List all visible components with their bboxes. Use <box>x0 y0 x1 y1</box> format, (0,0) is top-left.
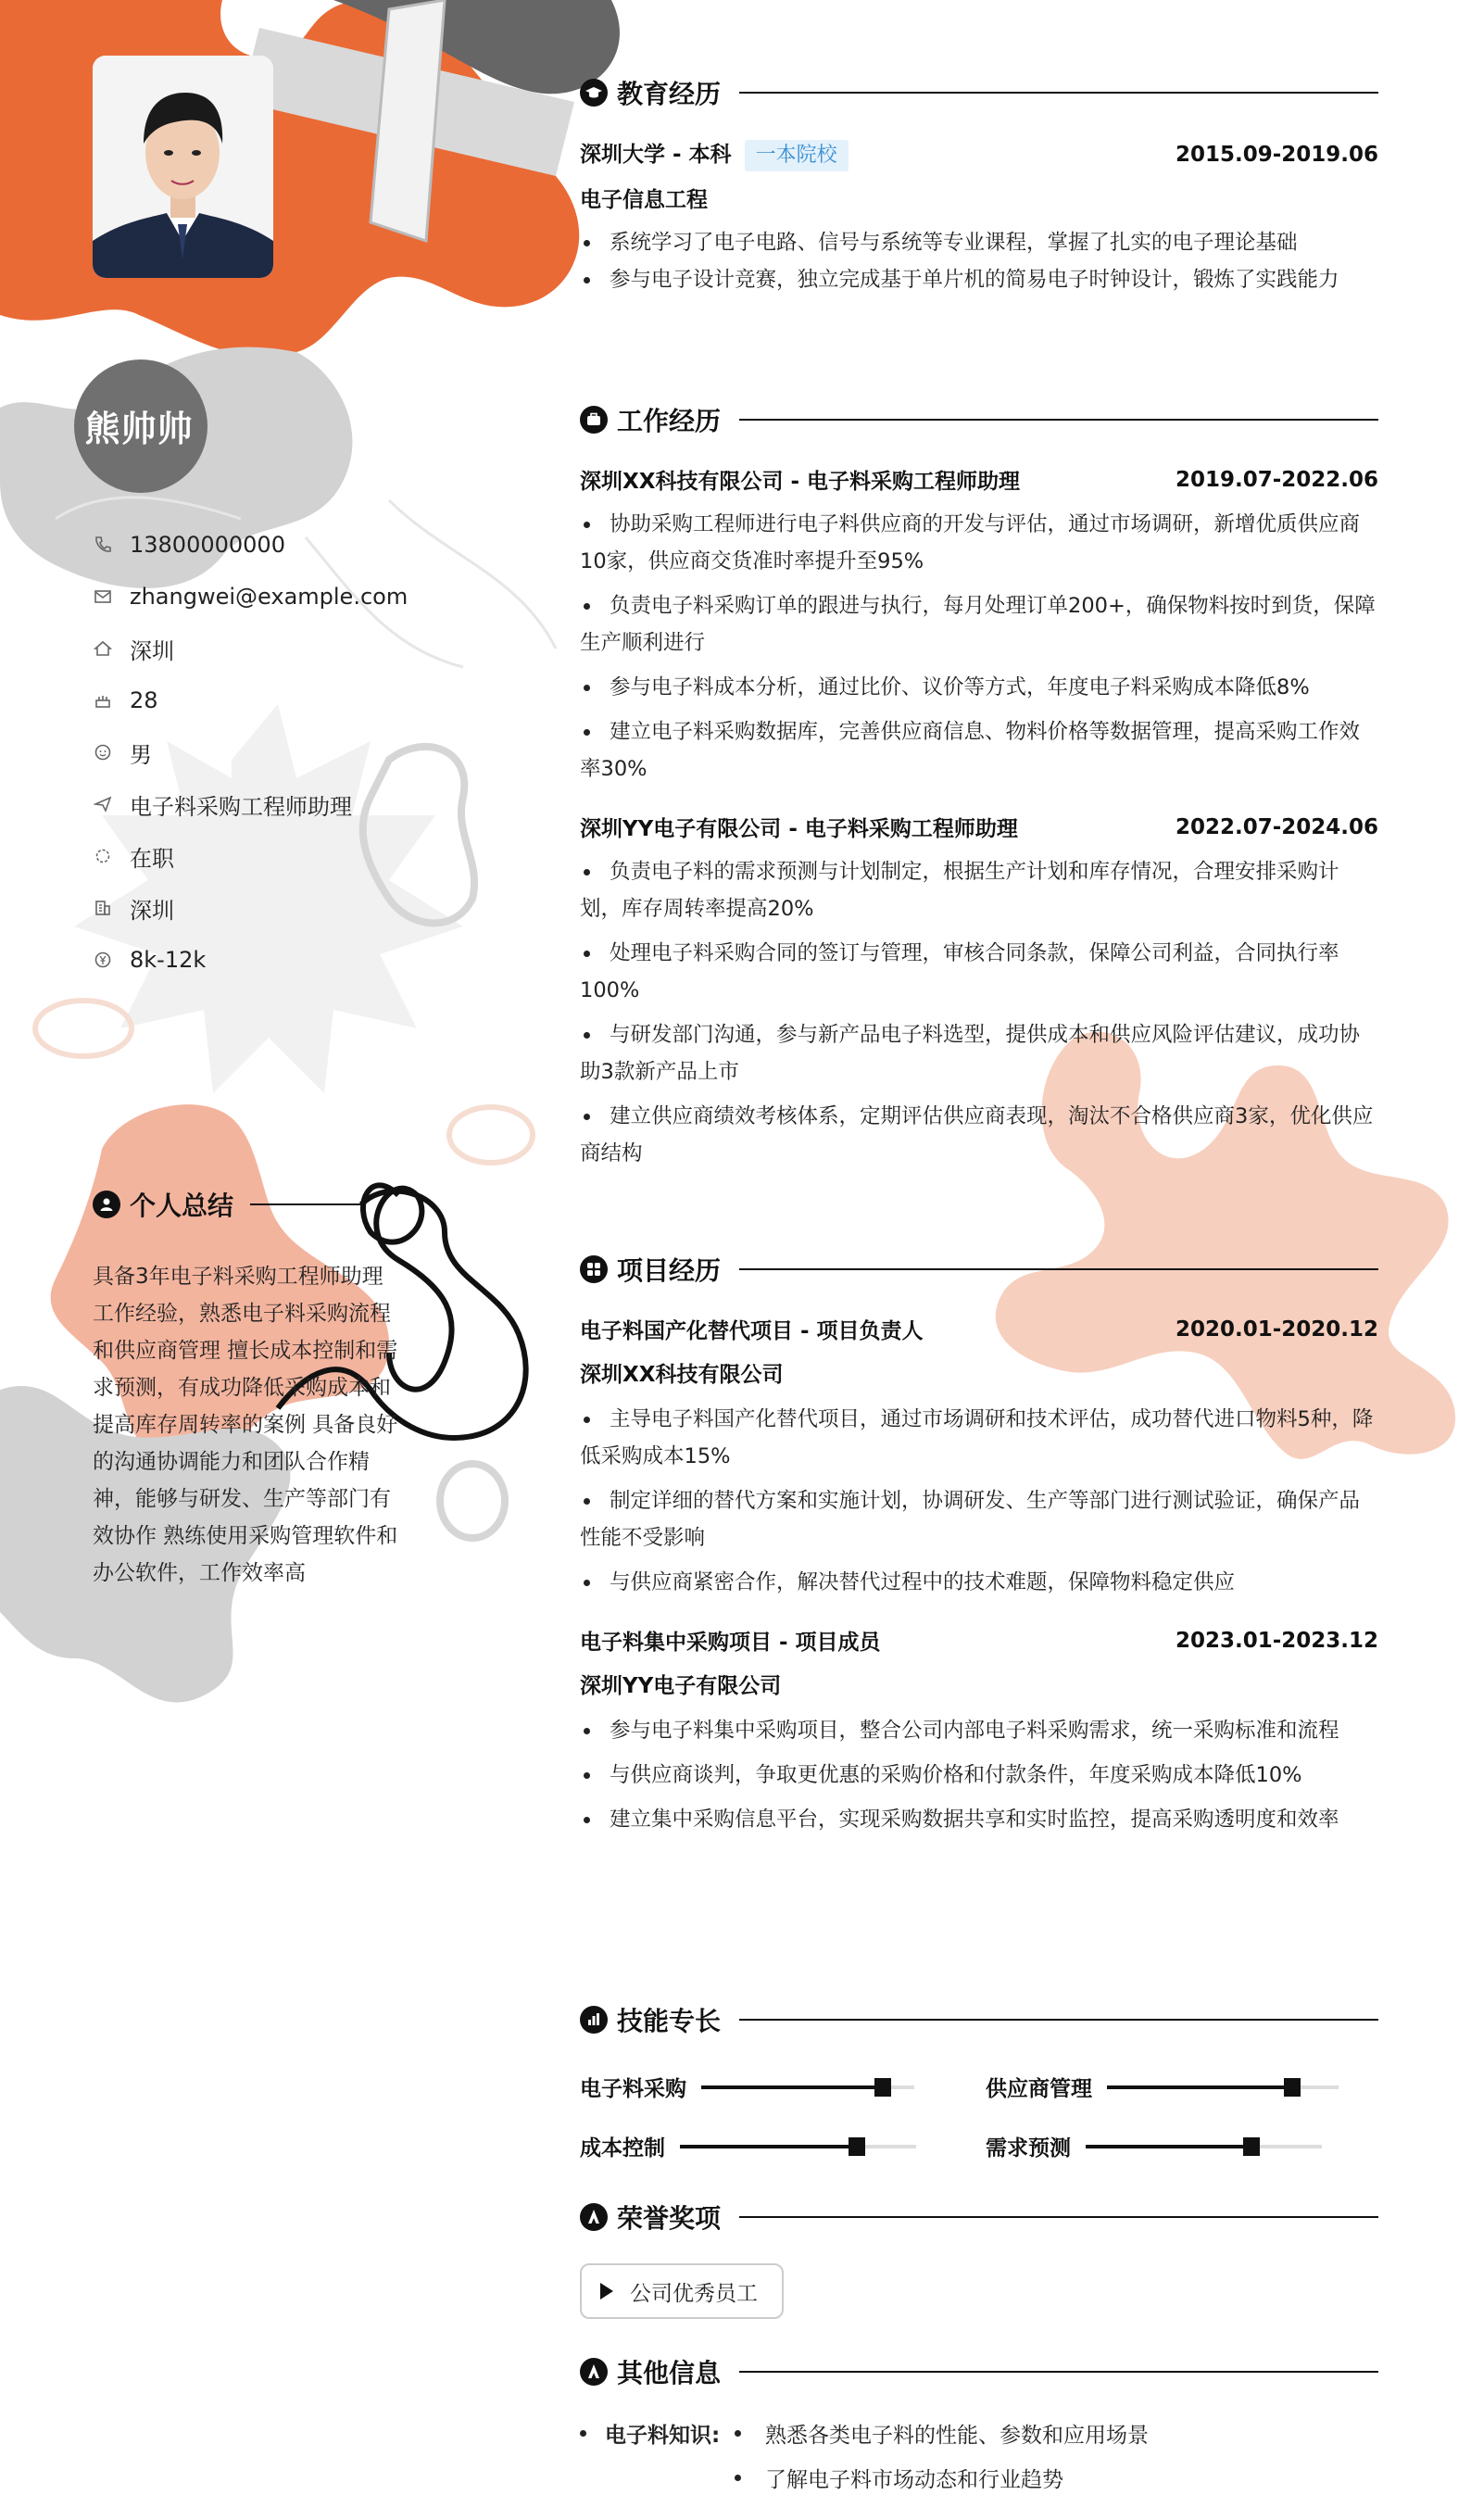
project-heading: 电子料集中采购项目 - 项目成员 <box>580 1631 881 1655</box>
contact-status <box>93 830 408 882</box>
list-item: 参与电子料成本分析，通过比价、议价等方式，年度电子料采购成本降低8% <box>580 669 1378 706</box>
project-bullets <box>580 1401 1378 1601</box>
section-divider <box>739 2019 1378 2021</box>
award-label: 公司优秀员工 <box>630 2281 758 2306</box>
skill-fill <box>701 2085 883 2089</box>
bar-chart-icon <box>580 2006 608 2034</box>
job-date: 2019.07-2022.06 <box>1175 467 1378 492</box>
list-item: 制定详细的替代方案和实施计划，协调研发、生产等部门进行测试验证，确保产品性能不受影响 <box>580 1482 1378 1556</box>
list-item: 负责电子料的需求预测与计划制定，根据生产计划和库存情况，合理安排采购计划，库存周转率提高20% <box>580 853 1378 927</box>
other-list <box>580 2411 1149 2500</box>
education-bullets <box>580 224 1378 298</box>
summary-heading <box>93 1186 361 1223</box>
section-divider <box>739 1268 1378 1270</box>
grid-icon <box>580 1255 608 1283</box>
school-block <box>580 137 849 171</box>
briefcase-icon <box>580 406 608 434</box>
phone-icon <box>93 535 113 555</box>
list-item: 建立供应商绩效考核体系，定期评估供应商表现，淘汰不合格供应商3家，优化供应商结构 <box>580 1098 1378 1172</box>
contact-list <box>93 519 408 986</box>
section-title: 教育经历 <box>617 79 722 109</box>
education-date: 2015.09-2019.06 <box>1175 142 1378 167</box>
job-bullets <box>580 853 1378 1172</box>
salary-value: 8k-12k <box>130 947 207 973</box>
cake-icon <box>93 690 113 711</box>
bullet-dot <box>580 2430 586 2437</box>
bullet-dot <box>735 2475 741 2481</box>
contact-phone <box>93 519 408 571</box>
job-row <box>580 812 1378 842</box>
building-icon <box>93 898 113 918</box>
status-value: 在职 <box>130 845 174 872</box>
job-bullets <box>580 506 1378 788</box>
work-section <box>580 401 1378 1172</box>
summary-title: 个人总结 <box>130 1191 234 1221</box>
skill-name: 供应商管理 <box>986 2077 1092 2101</box>
award-chip <box>580 2263 784 2319</box>
major: 电子信息工程 <box>580 188 708 212</box>
section-header <box>580 1251 1378 1288</box>
skill-knob <box>849 2137 865 2156</box>
section-divider <box>739 2371 1378 2373</box>
other-label: 电子料知识: <box>605 2423 721 2448</box>
skill-fill <box>1086 2145 1251 2148</box>
project-date: 2023.01-2023.12 <box>1175 1628 1378 1653</box>
skill-name: 成本控制 <box>580 2136 665 2161</box>
section-header <box>580 2199 1378 2236</box>
list-item: 主导电子料国产化替代项目，通过市场调研和技术评估，成功替代进口物料5种，降低采购成本15% <box>580 1401 1378 1475</box>
summary-text: 具备3年电子料采购工程师助理工作经验，熟悉电子料采购流程和供应商管理 擅长成本控制和需求预测，有成功降低采购成本和提高库存周转率的案例 具备良好的沟通协调能力和团队合作精神，能够与研发、生产等部门有效协作 熟练使用采购管理软件和办公软件，工作效率高 <box>93 1265 398 1585</box>
contact-age <box>93 674 408 726</box>
skill-knob <box>1284 2078 1301 2097</box>
city-value: 深圳 <box>130 637 174 664</box>
other-section <box>580 2353 1378 2511</box>
contact-position <box>93 778 408 830</box>
section-header <box>580 401 1378 438</box>
user-icon <box>93 1191 120 1218</box>
section-header <box>580 2353 1378 2390</box>
list-item: 建立电子料采购数据库，完善供应商信息、物料价格等数据管理，提高采购工作效率30% <box>580 713 1378 788</box>
mail-icon <box>93 586 113 607</box>
send-icon <box>93 794 113 814</box>
contact-target-city <box>93 882 408 934</box>
list-item: 与供应商谈判，争取更优惠的采购价格和付款条件，年度采购成本降低10% <box>580 1757 1378 1794</box>
list-item: 系统学习了电子电路、信号与系统等专业课程，掌握了扎实的电子理论基础 <box>580 224 1378 261</box>
list-item <box>580 2411 1149 2455</box>
list-item: 与研发部门沟通，参与新产品电子料选型，提供成本和供应风险评估建议，成功协助3款新产品上市 <box>580 1016 1378 1090</box>
target-city-value: 深圳 <box>130 897 174 924</box>
project-row <box>580 1625 1378 1656</box>
other-value: 了解电子料市场动态和行业趋势 <box>765 2467 1063 2492</box>
skill-item <box>580 2131 916 2161</box>
skill-bar <box>680 2145 916 2148</box>
skill-knob <box>1243 2137 1260 2156</box>
summary-divider <box>250 1203 361 1205</box>
job-heading: 深圳YY电子有限公司 - 电子料采购工程师助理 <box>580 817 1018 841</box>
candidate-name: 熊帅帅 <box>84 409 194 449</box>
projects-section <box>580 1251 1378 1838</box>
phone-value: 13800000000 <box>130 532 285 558</box>
project-company: 深圳YY电子有限公司 <box>580 1674 782 1698</box>
awards-section <box>580 2199 1378 2319</box>
section-divider <box>739 92 1378 94</box>
sidebar <box>0 0 519 2520</box>
education-row <box>580 137 1378 171</box>
skill-knob <box>874 2078 891 2097</box>
project-company: 深圳XX科技有限公司 <box>580 1363 784 1387</box>
project-bullets <box>580 1712 1378 1838</box>
section-header <box>580 2001 1378 2038</box>
list-item <box>580 2455 1149 2500</box>
skill-fill <box>680 2145 857 2148</box>
skill-bar <box>1107 2085 1339 2089</box>
position-value: 电子料采购工程师助理 <box>130 793 352 820</box>
age-value: 28 <box>130 687 158 713</box>
skills-section <box>580 2001 1378 2186</box>
list-item: 协助采购工程师进行电子料供应商的开发与评估，通过市场调研，新增优质供应商10家，供应商交货准时率提升至95% <box>580 506 1378 580</box>
project-row <box>580 1314 1378 1344</box>
skill-bar <box>701 2085 914 2089</box>
section-title: 技能专长 <box>617 2006 722 2036</box>
skill-bar <box>1086 2145 1322 2148</box>
list-item: 参与电子设计竞赛，独立完成基于单片机的简易电子时钟设计，锻炼了实践能力 <box>580 261 1378 298</box>
project-date: 2020.01-2020.12 <box>1175 1317 1378 1342</box>
skill-name: 电子料采购 <box>580 2077 686 2101</box>
list-item: 建立集中采购信息平台，实现采购数据共享和实时监控，提高采购透明度和效率 <box>580 1801 1378 1838</box>
project-heading: 电子料国产化替代项目 - 项目负责人 <box>580 1319 924 1343</box>
section-title: 其他信息 <box>617 2358 722 2388</box>
section-title: 工作经历 <box>617 406 722 436</box>
contact-email <box>93 571 408 623</box>
list-item: 与供应商紧密合作，解决替代过程中的技术难题，保障物料稳定供应 <box>580 1564 1378 1601</box>
info-icon <box>580 2358 608 2386</box>
skill-name: 需求预测 <box>986 2136 1071 2161</box>
skill-fill <box>1107 2085 1292 2089</box>
skill-item <box>580 2072 914 2102</box>
school-name: 深圳大学 - 本科 <box>580 143 732 167</box>
section-title: 荣誉奖项 <box>617 2203 722 2234</box>
skill-item <box>986 2072 1339 2102</box>
section-divider <box>739 2216 1378 2218</box>
profile-photo <box>93 56 273 278</box>
contact-gender <box>93 726 408 778</box>
job-date: 2022.07-2024.06 <box>1175 814 1378 839</box>
contact-city <box>93 623 408 674</box>
bullet-dot <box>735 2430 741 2437</box>
section-divider <box>739 419 1378 421</box>
email-value: zhangwei@example.com <box>130 584 409 610</box>
home-icon <box>93 638 113 659</box>
section-title: 项目经历 <box>617 1255 722 1286</box>
other-value: 熟悉各类电子料的性能、参数和应用场景 <box>765 2423 1149 2448</box>
section-header <box>580 74 1378 111</box>
contact-salary <box>93 934 408 986</box>
list-item: 负责电子料采购订单的跟进与执行，每月处理订单200+，确保物料按时到货，保障生产顺利进行 <box>580 587 1378 662</box>
gender-value: 男 <box>130 741 152 768</box>
graduation-cap-icon <box>580 79 608 107</box>
list-item: 参与电子料集中采购项目，整合公司内部电子料采购需求，统一采购标准和流程 <box>580 1712 1378 1749</box>
education-section <box>580 74 1378 298</box>
school-tag: 一本院校 <box>745 140 849 171</box>
award-icon <box>580 2203 608 2231</box>
job-row <box>580 464 1378 495</box>
job-heading: 深圳XX科技有限公司 - 电子料采购工程师助理 <box>580 470 1021 494</box>
avatar <box>93 56 273 278</box>
yuan-icon <box>93 950 113 970</box>
play-icon <box>600 2283 613 2300</box>
status-icon <box>93 846 113 866</box>
face-icon <box>93 742 113 762</box>
skill-item <box>986 2131 1322 2161</box>
list-item: 处理电子料采购合同的签订与管理，审核合同条款，保障公司利益，合同执行率100% <box>580 935 1378 1009</box>
